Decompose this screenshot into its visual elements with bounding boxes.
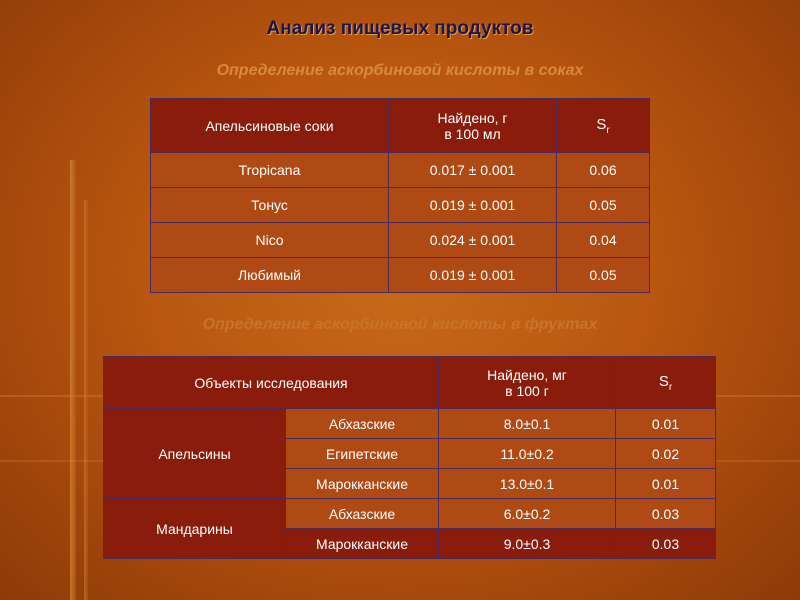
fruits-table xyxy=(103,356,716,559)
fruits-subtitle: Определение аскорбиновой кислоты в фруктах xyxy=(202,316,598,333)
juice-name: Nico xyxy=(151,223,389,258)
fruit-s: 0.02 xyxy=(616,439,716,469)
s-subscript: r xyxy=(606,124,610,136)
header-name: Апельсиновые соки xyxy=(151,99,389,153)
decorative-bar xyxy=(84,200,88,600)
fruit-found: 9.0±0.3 xyxy=(439,529,616,559)
fruit-origin: Абхазские xyxy=(286,409,439,439)
juice-found: 0.019 ± 0.001 xyxy=(389,258,557,293)
fruit-origin: Марокканские xyxy=(286,529,439,559)
s-letter: S xyxy=(596,115,607,133)
table-row xyxy=(104,499,716,529)
fruit-origin: Египетские xyxy=(286,439,439,469)
decorative-bar xyxy=(70,160,76,600)
header-found xyxy=(439,357,616,409)
header-found-line2: в 100 мл xyxy=(444,125,501,142)
juice-found: 0.017 ± 0.001 xyxy=(389,153,557,188)
s-letter: S xyxy=(658,372,669,390)
table-row xyxy=(151,258,650,293)
fruit-found: 11.0±0.2 xyxy=(439,439,616,469)
table-header-row xyxy=(151,99,650,153)
s-subscript: r xyxy=(668,381,673,393)
juice-name: Тонус xyxy=(151,188,389,223)
juices-table xyxy=(150,98,650,293)
juice-found: 0.019 ± 0.001 xyxy=(389,188,557,223)
juice-name: Любимый xyxy=(151,258,389,293)
fruit-found: 8.0±0.1 xyxy=(439,409,616,439)
header-found xyxy=(389,99,557,153)
fruit-found: 13.0±0.1 xyxy=(439,469,616,499)
juice-s: 0.05 xyxy=(557,258,650,293)
juice-found: 0.024 ± 0.001 xyxy=(389,223,557,258)
fruit-found: 6.0±0.2 xyxy=(439,499,616,529)
juice-s: 0.05 xyxy=(557,188,650,223)
table-row xyxy=(151,153,650,188)
juice-s: 0.06 xyxy=(557,153,650,188)
fruit-origin: Марокканские xyxy=(286,469,439,499)
fruit-group: Мандарины xyxy=(104,499,286,559)
table-header-row xyxy=(104,357,716,409)
header-found-line2: в 100 г xyxy=(505,382,549,399)
fruit-group: Апельсины xyxy=(104,409,286,499)
fruit-s: 0.01 xyxy=(616,409,716,439)
table-row xyxy=(104,409,716,439)
table-row xyxy=(151,223,650,258)
juice-name: Tropicana xyxy=(151,153,389,188)
table-row xyxy=(151,188,650,223)
fruit-s: 0.03 xyxy=(616,499,716,529)
header-found-line1: Найдено, мг xyxy=(487,366,567,383)
page-title: Анализ пищевых продуктов xyxy=(266,18,534,39)
fruit-s: 0.01 xyxy=(616,469,716,499)
fruit-s: 0.03 xyxy=(616,529,716,559)
header-object: Объекты исследования xyxy=(104,357,439,409)
header-s xyxy=(616,357,716,409)
juice-s: 0.04 xyxy=(557,223,650,258)
header-found-line1: Найдено, г xyxy=(437,109,508,126)
header-s xyxy=(557,99,650,153)
fruit-origin: Абхазские xyxy=(286,499,439,529)
juices-subtitle: Определение аскорбиновой кислоты в соках xyxy=(216,62,584,79)
